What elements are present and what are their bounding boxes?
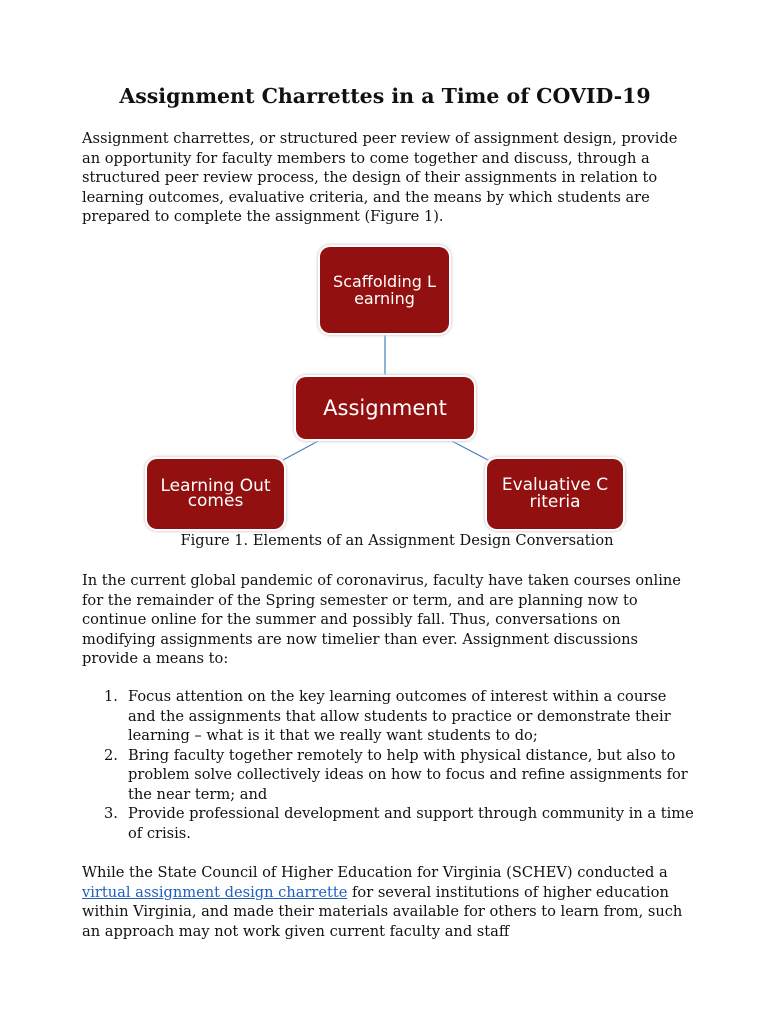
figure-caption: Figure 1. Elements of an Assignment Design Conversation [180, 532, 614, 549]
node-assignment-label: Assignment [323, 396, 447, 420]
node-scaffolding-learning-label: Scaffolding Learning [333, 272, 436, 308]
list-item [82, 804, 694, 843]
discussion-benefits-list [82, 687, 694, 843]
list-item-text: Provide professional development and support through community in a time of crisis. [128, 805, 694, 842]
connector-assignment-learning-outcomes [283, 439, 322, 460]
node-learning-outcomes-label: Learning Outcomes [160, 476, 271, 511]
list-item-number: 1. [104, 688, 118, 705]
list-item-text: Bring faculty together remotely to help with physical distance, but also to problem solve collectively ideas on how to focus and refine assignments for the near term; and [128, 746, 688, 803]
node-scaffolding-learning [320, 247, 449, 333]
virtual-charrette-link[interactable]: virtual assignment design charrette [82, 883, 348, 901]
schev-paragraph-end: for several institutions of higher education within Virginia, and made their materials available for others to learn from, such an approach may not work given current faculty and staff [82, 883, 683, 940]
list-item-number: 3. [104, 805, 118, 822]
list-item [82, 746, 694, 805]
node-evaluative-criteria [487, 459, 623, 529]
node-evaluative-criteria-label: Evaluative Criteria [501, 475, 609, 512]
list-item-text: Focus attention on the key learning outcomes of interest within a course and the assignments that allow students to practice or demonstrate their learning – what is it that we really want students to do; [128, 688, 671, 744]
list-item-number: 2. [104, 746, 118, 764]
pandemic-paragraph: In the current global pandemic of coronavirus, faculty have taken courses online for the remainder of the Spring semester or term, and are planning now to continue online for the summer and possibly fall. Thus, conversations on modifying assignments are now timelier than ever. Assignment discussions provide a means to: [82, 572, 681, 667]
node-assignment [296, 377, 474, 439]
intro-paragraph: Assignment charrettes, or structured peer review of assignment design, provide an opportunity for faculty members to come together and discuss, through a structured peer review process, the design of their assignments in relation to learning outcomes, evaluative criteria, and the means by which students are prepared to complete the assignment (Figure 1). [82, 130, 678, 225]
node-learning-outcomes [147, 459, 284, 529]
schev-paragraph [82, 863, 692, 941]
list-item [82, 687, 694, 746]
schev-paragraph-start: While the State Council of Higher Education for Virginia (SCHEV) conducted a [82, 864, 668, 881]
document-title: Assignment Charrettes in a Time of COVID-19 [119, 84, 651, 108]
connector-assignment-evaluative-criteria [448, 439, 488, 460]
